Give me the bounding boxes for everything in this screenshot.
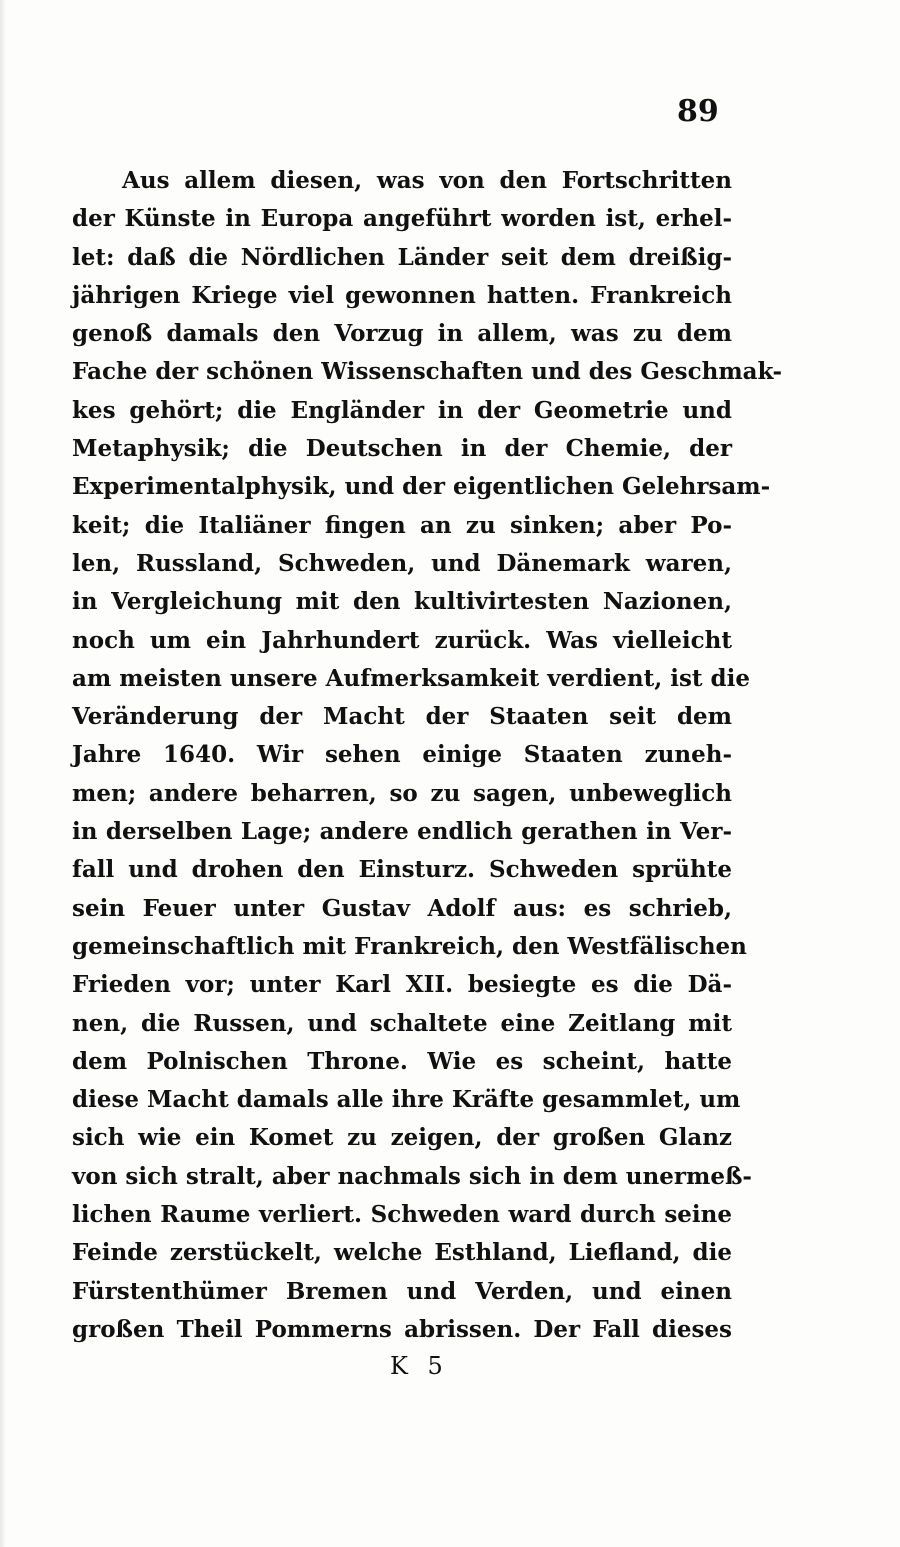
text-line: am meisten unsere Aufmerksamkeit verdient, ist die: [72, 664, 750, 692]
text-line: Feinde zerstückelt, welche Esthland, Liefland, die: [72, 1239, 732, 1267]
text-line: großen Theil Pommerns abrissen. Der Fall dieses: [72, 1315, 732, 1343]
text-line: gemeinschaftlich mit Frankreich, den Westfälischen: [72, 932, 747, 960]
text-line: dem Polnischen Throne. Wie es scheint, hatte: [72, 1047, 732, 1075]
text-line: noch um ein Jahrhundert zurück. Was vielleicht: [72, 626, 732, 654]
text-line: kes gehört; die Engländer in der Geometrie und: [72, 396, 732, 424]
text-line: fall und drohen den Einsturz. Schweden sprühte: [72, 856, 732, 884]
text-line: lichen Raume verliert. Schweden ward durch seine: [72, 1201, 732, 1229]
text-line: Experimentalphysik, und der eigentlichen Gelehrsam-: [72, 473, 771, 501]
text-line: Metaphysik; die Deutschen in der Chemie, der: [72, 435, 732, 463]
text-line: Fache der schönen Wissenschaften und des Geschmak-: [72, 358, 783, 386]
text-line: von sich stralt, aber nachmals sich in dem unermeß-: [72, 1162, 752, 1190]
text-line: in Vergleichung mit den kultivirtesten Nazionen,: [72, 588, 732, 616]
text-line: jährigen Kriege viel gewonnen hatten. Frankreich: [72, 281, 732, 309]
text-line: diese Macht damals alle ihre Kräfte gesammlet, um: [72, 1086, 741, 1114]
text-line: Veränderung der Macht der Staaten seit dem: [72, 703, 732, 731]
text-line: sein Feuer unter Gustav Adolf aus: es schrieb,: [72, 894, 732, 922]
text-line: der Künste in Europa angeführt worden ist, erhel-: [72, 205, 732, 233]
text-line: keit; die Italiäner fingen an zu sinken; aber Po-: [72, 511, 732, 539]
text-line: genoß damals den Vorzug in allem, was zu dem: [72, 320, 732, 348]
printer-signature: K 5: [390, 1352, 449, 1380]
text-line: Fürstenthümer Bremen und Verden, und einen: [72, 1277, 732, 1305]
text-line: let: daß die Nördlichen Länder seit dem dreißig-: [72, 243, 732, 271]
page-number: 89: [677, 94, 719, 129]
page-edge-shadow: [0, 0, 6, 1547]
text-line: nen, die Russen, und schaltete eine Zeitlang mit: [72, 1009, 732, 1037]
text-line: men; andere beharren, so zu sagen, unbeweglich: [72, 779, 732, 807]
body-text: [72, 162, 783, 1349]
text-line: len, Russland, Schweden, und Dänemark waren,: [72, 549, 732, 577]
text-line: Frieden vor; unter Karl XII. besiegte es die Dä-: [72, 971, 732, 999]
text-line: in derselben Lage; andere endlich gerathen in Ver-: [72, 818, 732, 846]
text-line: Jahre 1640. Wir sehen einige Staaten zuneh-: [72, 741, 732, 769]
text-line: Aus allem diesen, was von den Fortschritten: [122, 167, 732, 194]
text-line: sich wie ein Komet zu zeigen, der großen Glanz: [72, 1124, 732, 1152]
